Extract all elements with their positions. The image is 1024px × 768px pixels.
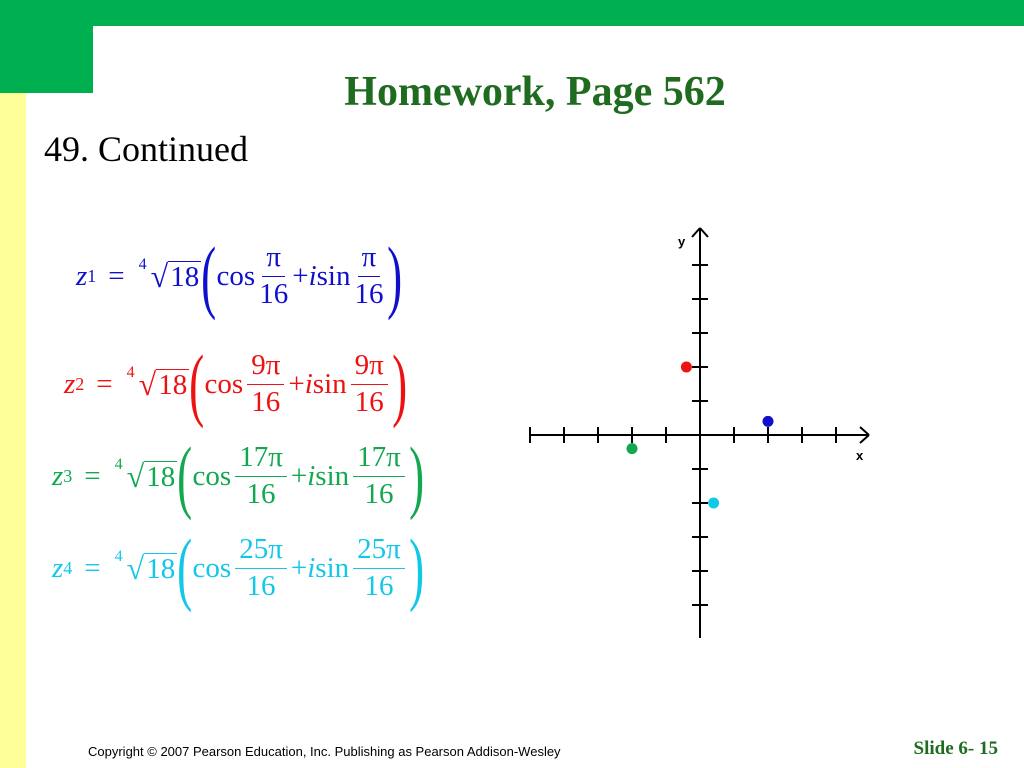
root-index: 4: [138, 256, 147, 273]
equals-sign: =: [84, 551, 101, 584]
plus-sign: +: [292, 259, 309, 292]
left-paren: (: [177, 522, 193, 613]
equals-sign: =: [84, 459, 101, 492]
problem-subtitle: 49. Continued: [44, 129, 248, 169]
equation-z3: [52, 430, 424, 522]
plus-sign: +: [290, 459, 308, 492]
eq-sub: 2: [75, 373, 85, 394]
right-paren: ): [408, 430, 424, 521]
complex-plane-graph: [520, 222, 880, 642]
eq-var: z: [52, 459, 64, 492]
y-axis-arrow: [700, 228, 708, 237]
eq-var: z: [52, 551, 64, 584]
x-axis-arrow: [860, 427, 869, 435]
right-paren: ): [387, 230, 403, 321]
x-axis-label: x: [856, 448, 864, 463]
fraction-2: [353, 442, 405, 511]
y-axis-label: y: [678, 234, 686, 249]
sin-label: sin: [315, 459, 350, 492]
x-axis-arrow: [860, 435, 869, 443]
left-paren: (: [189, 338, 205, 429]
imaginary-unit: i: [307, 551, 316, 584]
equation-z4: [52, 522, 424, 614]
denominator: 16: [354, 385, 384, 418]
plus-sign: +: [288, 367, 305, 400]
numerator: π: [262, 242, 285, 277]
eq-sub: 1: [87, 265, 97, 286]
numerator: 9π: [351, 350, 388, 385]
denominator: 16: [259, 277, 289, 310]
slide-number: Slide 6- 15: [913, 738, 998, 759]
radicand: 18: [170, 260, 200, 293]
root-index: 4: [114, 456, 123, 473]
denominator: 16: [364, 477, 394, 510]
sin-label: sin: [315, 551, 350, 584]
point-z2: [681, 362, 692, 373]
right-paren: ): [408, 522, 424, 613]
eq-var: z: [76, 259, 88, 292]
slide-title: Homework, Page 562: [344, 69, 726, 115]
equation-z1: [76, 230, 403, 322]
imaginary-unit: i: [308, 259, 317, 292]
equals-sign: =: [108, 259, 125, 292]
radicand: 18: [146, 460, 176, 493]
right-paren: ): [391, 338, 407, 429]
fraction-2: [353, 534, 405, 603]
imaginary-unit: i: [304, 367, 313, 400]
point-z1: [763, 416, 774, 427]
numerator: 25π: [353, 534, 405, 569]
radicand: 18: [146, 552, 176, 585]
numerator: 17π: [235, 442, 287, 477]
copyright-footer: Copyright © 2007 Pearson Education, Inc. Publishing as Pearson Addison-Wesley: [88, 744, 561, 759]
fraction-1: [235, 534, 287, 603]
eq-sub: 3: [63, 465, 73, 486]
radicand: 18: [158, 368, 188, 401]
denominator: 16: [364, 569, 394, 602]
left-yellow-strip: [0, 93, 26, 768]
denominator: 16: [246, 569, 276, 602]
cos-label: cos: [204, 367, 244, 400]
left-paren: (: [177, 430, 193, 521]
fraction-1: [259, 242, 288, 311]
fourth-root: 4 √ 18: [114, 548, 176, 586]
equals-sign: =: [96, 367, 113, 400]
fraction-1: [235, 442, 287, 511]
cos-label: cos: [192, 551, 232, 584]
sin-label: sin: [316, 259, 351, 292]
denominator: 16: [246, 477, 276, 510]
equation-z2: [64, 338, 407, 430]
point-z3: [627, 443, 638, 454]
numerator: 17π: [353, 442, 405, 477]
fourth-root: 4 √ 18: [126, 364, 188, 402]
fourth-root: 4 √ 18: [114, 456, 176, 494]
axes: [530, 228, 869, 638]
top-green-bar: [0, 0, 1024, 26]
cos-label: cos: [216, 259, 256, 292]
plus-sign: +: [290, 551, 308, 584]
eq-var: z: [64, 367, 76, 400]
imaginary-unit: i: [307, 459, 316, 492]
numerator: π: [358, 242, 381, 277]
numerator: 9π: [247, 350, 284, 385]
fraction-2: [354, 242, 383, 311]
numerator: 25π: [235, 534, 287, 569]
denominator: 16: [354, 277, 384, 310]
fraction-1: [247, 350, 284, 419]
eq-sub: 4: [63, 557, 73, 578]
cos-label: cos: [192, 459, 232, 492]
sin-label: sin: [312, 367, 347, 400]
left-paren: (: [201, 230, 217, 321]
y-axis-arrow: [692, 228, 700, 237]
root-index: 4: [114, 548, 123, 565]
fourth-root: 4 √ 18: [138, 256, 200, 294]
root-index: 4: [126, 364, 135, 381]
fraction-2: [351, 350, 388, 419]
denominator: 16: [251, 385, 281, 418]
point-z4: [708, 498, 719, 509]
